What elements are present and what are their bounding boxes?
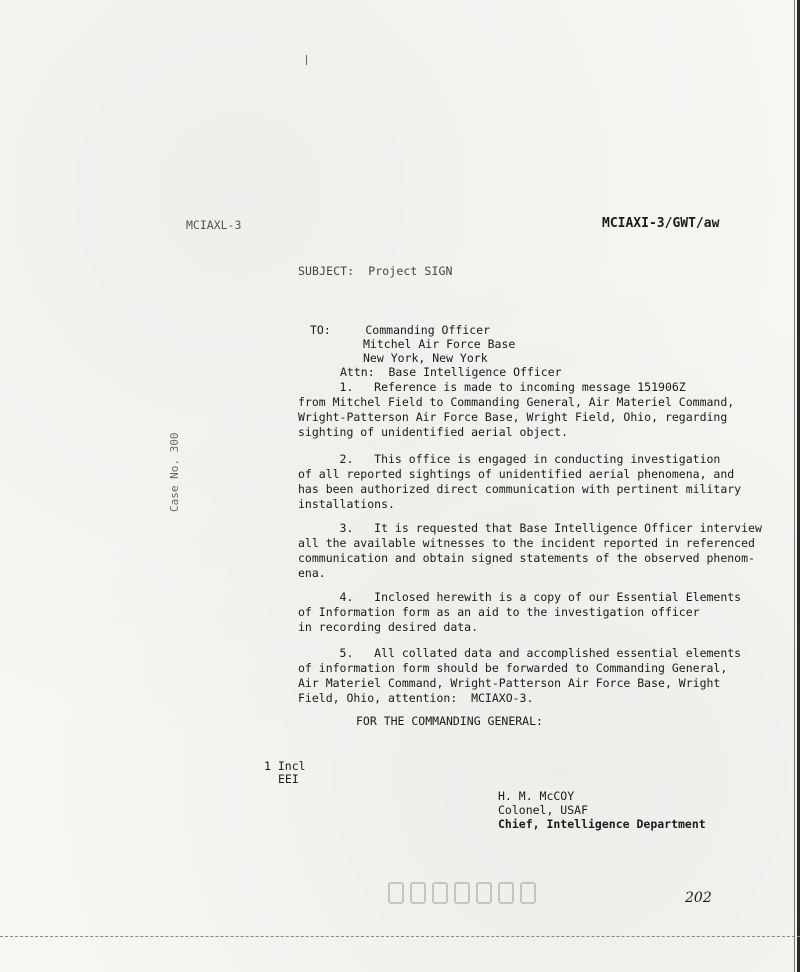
paragraph-4-line-2: of Information form as an aid to the investigation officer xyxy=(298,605,700,619)
addressee-line-4: Attn: Base Intelligence Officer xyxy=(340,365,562,379)
case-number-stamp: Case No. 300 xyxy=(168,432,181,512)
paragraph-3-line-2: all the available witnesses to the incident reported in referenced xyxy=(298,536,755,550)
enclosure-name: EEI xyxy=(278,772,299,786)
paragraph-2-line-2: of all reported sightings of unidentified aerial phenomena, and xyxy=(298,467,735,481)
closing-line: FOR THE COMMANDING GENERAL: xyxy=(356,714,543,728)
signatory-rank: Colonel, USAF xyxy=(498,803,589,817)
paragraph-5-line-3: Air Materiel Command, Wright-Patterson Air Force Base, Wright xyxy=(298,676,721,690)
addressee-line-2: Mitchel Air Force Base xyxy=(363,337,516,351)
office-symbol-left: MCIAXL-3 xyxy=(186,218,242,232)
paragraph-1-line-4: sighting of unidentified aerial object. xyxy=(298,425,569,439)
scan-edge-inner xyxy=(794,0,795,972)
addressee-line-1: TO: Commanding Officer xyxy=(310,323,491,337)
paragraph-4-line-1: 4. Inclosed herewith is a copy of our Essential Elements xyxy=(298,590,742,604)
office-symbol-right: MCIAXI-3/GWT/aw xyxy=(602,216,720,231)
paragraph-3-line-1: 3. It is requested that Base Intelligence Officer interview xyxy=(298,521,762,535)
signatory-name: H. M. McCOY xyxy=(498,789,575,803)
paragraph-2-line-3: has been authorized direct communication with pertinent military xyxy=(298,482,742,496)
paragraph-2-line-1: 2. This office is engaged in conducting investigation xyxy=(298,452,721,466)
paragraph-5-line-4: Field, Ohio, attention: MCIAXO-3. xyxy=(298,691,534,705)
punch-mark xyxy=(306,55,307,65)
enclosure-count: 1 Incl xyxy=(264,759,306,773)
paragraph-3-line-3: communication and obtain signed statements of the observed phenom- xyxy=(298,551,755,565)
subject-line: SUBJECT: Project SIGN xyxy=(298,264,453,278)
paragraph-2-line-4: installations. xyxy=(298,497,395,511)
paragraph-1-line-2: from Mitchel Field to Commanding General, Air Materiel Command, xyxy=(298,395,735,409)
paragraph-5-line-2: of information form should be forwarded to Commanding General, xyxy=(298,661,728,675)
paragraph-1-line-1: 1. Reference is made to incoming message 151906Z xyxy=(298,380,686,394)
faded-stamp-mark xyxy=(372,878,552,908)
paragraph-3-line-4: ena. xyxy=(298,566,326,580)
page-number: 202 xyxy=(685,890,712,906)
addressee-line-3: New York, New York xyxy=(363,351,488,365)
paragraph-4-line-3: in recording desired data. xyxy=(298,620,479,634)
paragraph-1-line-3: Wright-Patterson Air Force Base, Wright Field, Ohio, regarding xyxy=(298,410,728,424)
paragraph-5-line-1: 5. All collated data and accomplished essential elements xyxy=(298,646,742,660)
signatory-title: Chief, Intelligence Department xyxy=(498,817,706,831)
scan-bottom-line xyxy=(0,936,800,938)
